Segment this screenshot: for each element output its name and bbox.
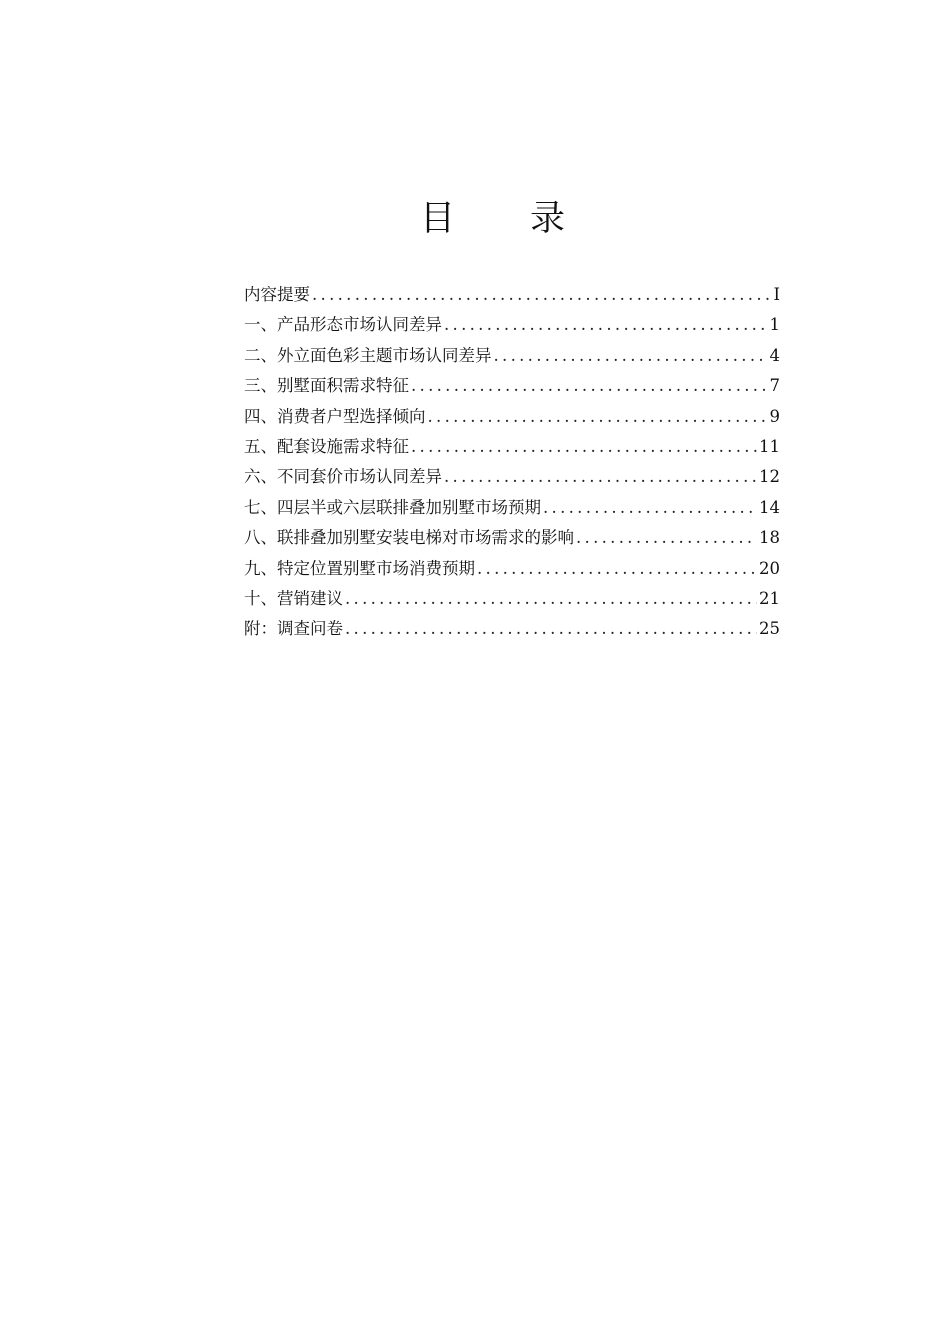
toc-entry-page: 4	[769, 345, 780, 365]
toc-entry-label: 四、消费者户型选择倾向	[244, 406, 426, 426]
toc-entry-page: 12	[759, 467, 780, 487]
toc-entry-8[interactable]	[244, 523, 780, 553]
toc-entry-page: 20	[759, 558, 780, 578]
toc-entry-10[interactable]	[244, 584, 780, 614]
toc-entry-label: 八、联排叠加别墅安装电梯对市场需求的影响	[244, 528, 574, 548]
toc-entry-label: 五、配套设施需求特征	[244, 436, 409, 456]
toc-entry-label: 附：调查问卷	[244, 619, 343, 639]
toc-dot-leader	[543, 493, 757, 523]
toc-entry-1[interactable]	[244, 310, 780, 340]
toc-dot-leader	[576, 523, 757, 553]
toc-entry-page: 14	[759, 497, 780, 517]
toc-entry-page: 7	[769, 376, 780, 396]
toc-dot-leader	[444, 310, 768, 340]
toc-entry-page: 1	[769, 315, 780, 335]
toc-entry-label: 一、产品形态市场认同差异	[244, 315, 442, 335]
toc-entry-page: 11	[759, 436, 780, 456]
toc-entry-appendix[interactable]	[244, 614, 780, 644]
toc-dot-leader	[411, 432, 757, 462]
toc-entry-summary[interactable]	[244, 280, 780, 310]
toc-entry-label: 内容提要	[244, 285, 310, 304]
toc-entry-7[interactable]	[244, 493, 780, 523]
toc-entry-label: 十、营销建议	[244, 588, 343, 608]
toc-entry-9[interactable]	[244, 554, 780, 584]
toc-entry-6[interactable]	[244, 462, 780, 492]
toc-entry-3[interactable]	[244, 371, 780, 401]
toc-dot-leader	[477, 554, 757, 584]
toc-dot-leader	[428, 402, 768, 432]
toc-dot-leader	[411, 371, 768, 401]
toc-entry-label: 二、外立面色彩主题市场认同差异	[244, 345, 492, 365]
toc-entry-page: 18	[759, 528, 780, 548]
toc-title: 目录	[419, 199, 640, 239]
toc-dot-leader	[494, 341, 768, 371]
toc-entry-page: 9	[769, 406, 780, 426]
toc-entry-page: 25	[759, 619, 780, 639]
toc-dot-leader	[444, 462, 757, 492]
toc-entry-page: I	[773, 285, 780, 304]
toc-dot-leader	[345, 614, 757, 644]
toc-entry-label: 三、别墅面积需求特征	[244, 376, 409, 396]
toc-entry-2[interactable]	[244, 341, 780, 371]
toc-dot-leader	[345, 584, 757, 614]
toc-entry-page: 21	[759, 588, 780, 608]
toc-entry-label: 七、四层半或六层联排叠加别墅市场预期	[244, 497, 541, 517]
toc-list	[244, 280, 780, 645]
toc-entry-4[interactable]	[244, 402, 780, 432]
toc-entry-label: 九、特定位置别墅市场消费预期	[244, 558, 475, 578]
toc-entry-5[interactable]	[244, 432, 780, 462]
toc-dot-leader	[312, 280, 771, 310]
toc-entry-label: 六、不同套价市场认同差异	[244, 467, 442, 487]
